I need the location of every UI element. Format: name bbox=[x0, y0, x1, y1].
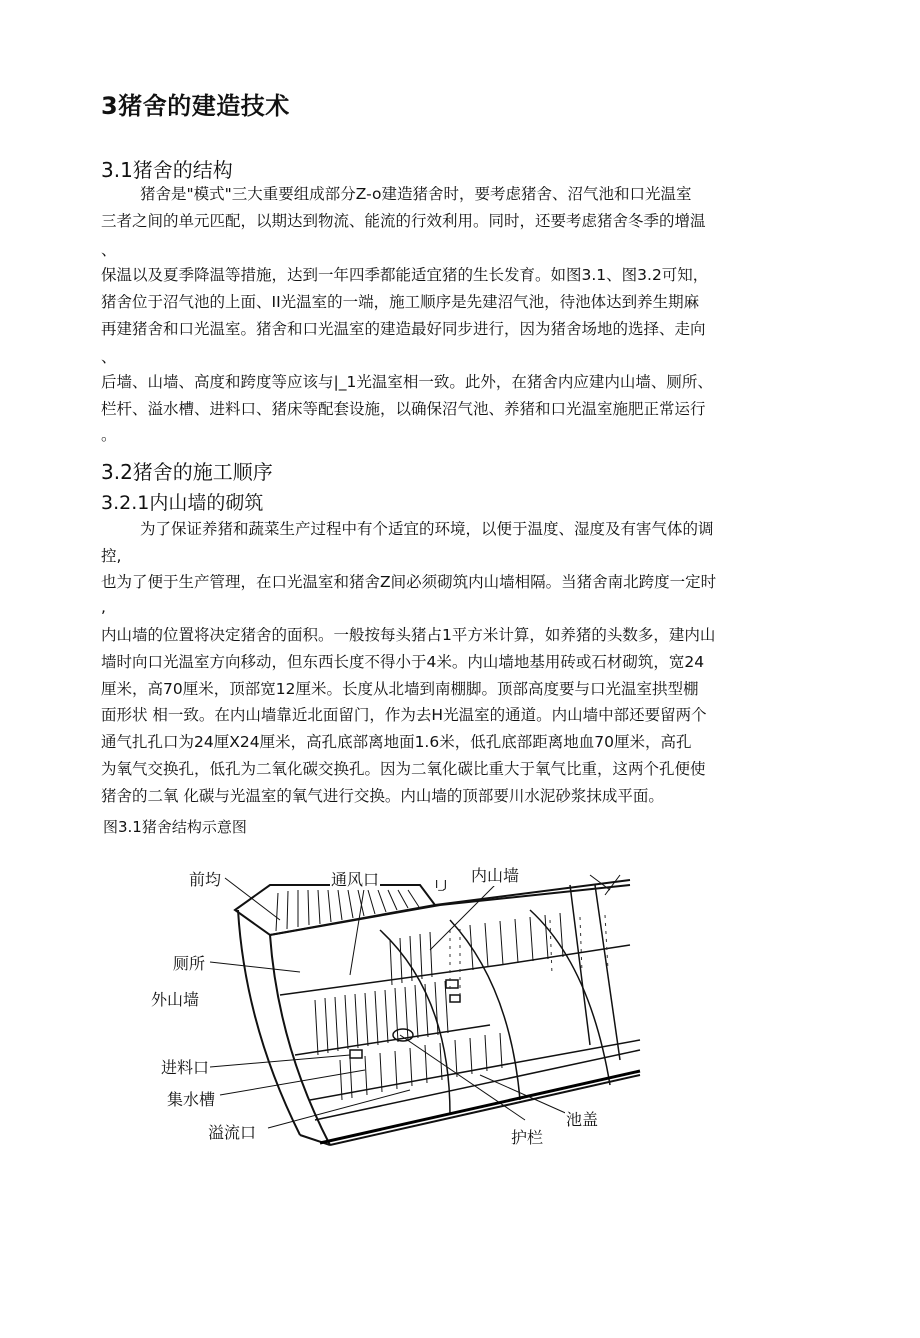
paragraph-line: 面形状 相一致。在内山墙靠近北面留门，作为去H光温室的通道。内山墙中部还要留两个 bbox=[101, 706, 707, 724]
label-feed-inlet: 进料口 bbox=[160, 1055, 210, 1078]
paragraph-line: 猪舍位于沼气池的上面、II光温室的一端，施工顺序是先建沼气池，待池体达到养生期麻 bbox=[101, 293, 700, 311]
paragraph-line: 再建猪舍和口光温室。猪舍和口光温室的建造最好同步进行，因为猪舍场地的选择、走向 bbox=[101, 320, 706, 338]
label-gutter: 集水槽 bbox=[166, 1087, 216, 1110]
paragraph-line: 、 bbox=[101, 241, 117, 259]
paragraph-line: 三者之间的单元匹配，以期达到物流、能流的行效利用。同时，还要考虑猪舍冬季的增温 bbox=[101, 212, 706, 230]
label-tank-lid: 池盖 bbox=[565, 1107, 599, 1130]
paragraph-line: 内山墙的位置将决定猪舍的面积。一般按每头猪占1平方米计算，如养猪的头数多，建内山 bbox=[101, 626, 716, 644]
paragraph-line: 后墙、山墙、高度和跨度等应该与|_1光温室相一致。此外，在猪舍内应建内山墙、厕所、 bbox=[101, 373, 713, 391]
figure-caption: 图3.1猪舍结构示意图 bbox=[103, 818, 247, 836]
label-inner-wall: 内山墙 bbox=[470, 863, 520, 886]
section-heading-3-1: 3.1猪舍的结构 bbox=[101, 158, 233, 182]
subsection-heading-3-2-1: 3.2.1内山墙的砌筑 bbox=[101, 492, 264, 514]
label-outer-wall: 外山墙 bbox=[150, 987, 200, 1010]
paragraph-line: , bbox=[101, 598, 106, 616]
paragraph-line: 通气扎孔口为24厘X24厘米，高孔底部离地面1.6米，低孔底部距离地血70厘米，高孔 bbox=[101, 733, 692, 751]
label-scan-mark: I_J bbox=[435, 878, 447, 891]
section-heading-3-2: 3.2猪舍的施工顺序 bbox=[101, 460, 273, 484]
paragraph-line: 栏杆、溢水槽、进料口、猪床等配套设施，以确保沼气池、养猪和口光温室施肥正常运行 bbox=[101, 400, 706, 418]
paragraph-line: 、 bbox=[101, 348, 117, 366]
label-front-wall: 前均 bbox=[188, 867, 222, 890]
pigsty-structure-diagram bbox=[150, 845, 650, 1175]
label-vent: 通风口 bbox=[330, 867, 380, 890]
paragraph-line: 。 bbox=[101, 426, 117, 444]
paragraph-line: 也为了便于生产管理，在口光温室和猪舍Z间必须砌筑内山墙相隔。当猪舍南北跨度一定时 bbox=[101, 573, 717, 591]
paragraph-line: 墙时向口光温室方向移动，但东西长度不得小于4米。内山墙地基用砖或石材砌筑，宽24 bbox=[101, 653, 705, 671]
label-toilet: 厕所 bbox=[172, 951, 206, 974]
paragraph-line: 控, bbox=[101, 547, 122, 565]
paragraph-line: 为氧气交换孔，低孔为二氧化碳交换孔。因为二氧化碳比重大于氧气比重，这两个孔便使 bbox=[101, 760, 706, 778]
label-guardrail: 护栏 bbox=[510, 1125, 544, 1148]
paragraph-line: 为了保证养猪和蔬菜生产过程中有个适宜的环境，以便于温度、湿度及有害气体的调 bbox=[140, 520, 714, 538]
paragraph-line: 保温以及夏季降温等措施，达到一年四季都能适宜猪的生长发育。如图3.1、图3.2可知， bbox=[101, 266, 709, 284]
paragraph-line: 猪舍的二氧 化碳与光温室的氧气进行交换。内山墙的顶部要川水泥砂浆抹成平面。 bbox=[101, 787, 664, 805]
page-title: 3猪舍的建造技术 bbox=[101, 92, 290, 120]
paragraph-line: 猪舍是"模式"三大重要组成部分Z-o建造猪舍时，要考虑猪舍、沼气池和口光温室 bbox=[140, 185, 692, 203]
paragraph-line: 厘米，高70厘米，顶部宽12厘米。长度从北墙到南棚脚。顶部高度要与口光温室拱型棚 bbox=[101, 680, 699, 698]
label-overflow: 溢流口 bbox=[207, 1120, 257, 1143]
